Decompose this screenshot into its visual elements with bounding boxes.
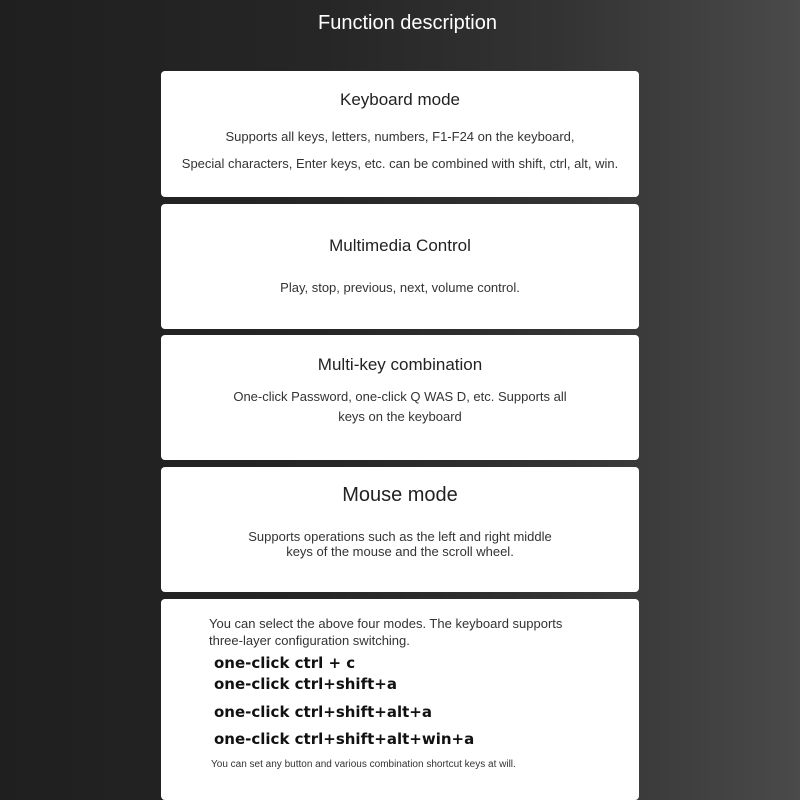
shortcut-example: one-click ctrl + c [214,654,356,672]
card-title: Multi-key combination [317,355,483,374]
card-description-line: Supports all keys, letters, numbers, F1-F24 on the keyboard, [225,129,575,144]
modes-summary-card [161,599,639,800]
summary-footer: You can set any button and various combination shortcut keys at will. [211,759,516,770]
summary-intro: You can select the above four modes. The keyboard supports three-layer configuration switching. [209,616,563,648]
card-description-line: keys of the mouse and the scroll wheel. [286,544,514,559]
card-title: Multimedia Control [329,236,471,255]
card-description-line: Play, stop, previous, next, volume control. [280,280,520,295]
multi-key-combination-card [161,335,639,460]
multimedia-control-card [161,204,639,329]
mouse-mode-card [161,467,639,592]
card-description-line: keys on the keyboard [338,409,462,424]
shortcut-example: one-click ctrl+shift+a [214,675,397,693]
page-title: Function description [318,12,497,34]
shortcut-example: one-click ctrl+shift+alt+a [214,703,432,721]
card-description-line: One-click Password, one-click Q WAS D, etc. Supports all [233,389,567,404]
keyboard-mode-card [161,71,639,197]
card-title: Keyboard mode [339,90,461,109]
shortcut-example: one-click ctrl+shift+alt+win+a [214,730,475,748]
card-title: Mouse mode [342,484,458,506]
card-description-line: Special characters, Enter keys, etc. can be combined with shift, ctrl, alt, win. [181,156,619,171]
card-description-line: Supports operations such as the left and right middle [248,529,552,544]
